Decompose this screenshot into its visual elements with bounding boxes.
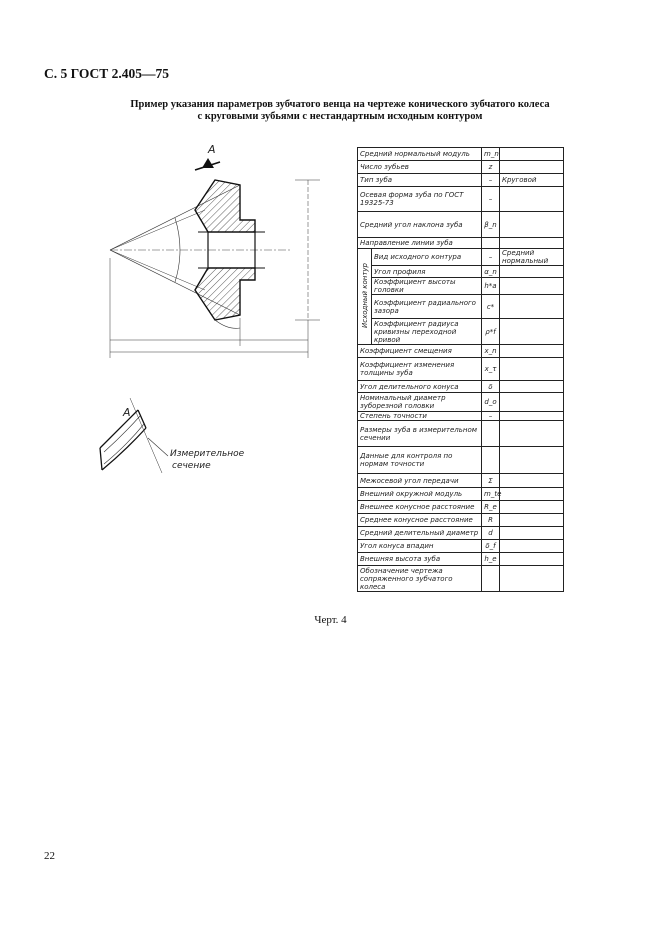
table-row bbox=[358, 412, 564, 421]
param-symbol: R bbox=[482, 514, 500, 527]
table-row bbox=[358, 540, 564, 553]
param-label: Коэффициент высоты головки bbox=[372, 278, 482, 295]
table-row bbox=[358, 161, 564, 174]
param-symbol: Σ bbox=[482, 474, 500, 488]
param-value bbox=[500, 566, 564, 592]
param-symbol: – bbox=[482, 187, 500, 212]
param-value bbox=[500, 187, 564, 212]
param-label: Средний угол наклона зуба bbox=[358, 212, 482, 238]
param-symbol: h_e bbox=[482, 553, 500, 566]
table-row bbox=[358, 501, 564, 514]
param-label: Осевая форма зуба по ГОСТ 19325-73 bbox=[358, 187, 482, 212]
table-row bbox=[358, 488, 564, 501]
param-value bbox=[500, 358, 564, 381]
param-value bbox=[500, 474, 564, 488]
param-symbol: m_n bbox=[482, 148, 500, 161]
param-symbol: x_τ bbox=[482, 358, 500, 381]
param-value bbox=[500, 447, 564, 474]
param-symbol: δ bbox=[482, 381, 500, 393]
figure-title-line-2: с круговыми зубьями с нестандартным исходным контуром bbox=[197, 111, 483, 122]
param-symbol: β_n bbox=[482, 212, 500, 238]
param-symbol: – bbox=[482, 412, 500, 421]
param-symbol: d bbox=[482, 527, 500, 540]
param-value bbox=[500, 278, 564, 295]
param-label: Коэффициент смещения bbox=[358, 345, 482, 358]
param-symbol: R_e bbox=[482, 501, 500, 514]
group-label-cell bbox=[358, 249, 372, 345]
table-row bbox=[358, 345, 564, 358]
table-row bbox=[358, 421, 564, 447]
param-label: Угол конуса впадин bbox=[358, 540, 482, 553]
param-value bbox=[500, 161, 564, 174]
table-row bbox=[358, 566, 564, 592]
table-row bbox=[358, 553, 564, 566]
param-label: Направление линии зуба bbox=[358, 238, 482, 249]
view-a-drawing bbox=[90, 398, 240, 488]
param-label: Внешний окружной модуль bbox=[358, 488, 482, 501]
param-label: Размеры зуба в измерительном сечении bbox=[358, 421, 482, 447]
param-value bbox=[500, 393, 564, 412]
table-row bbox=[358, 295, 564, 319]
view-label-a: А bbox=[123, 406, 131, 419]
table-row bbox=[358, 319, 564, 345]
table-row bbox=[358, 187, 564, 212]
table-row bbox=[358, 266, 564, 278]
table-row bbox=[358, 148, 564, 161]
param-symbol bbox=[482, 566, 500, 592]
table-row bbox=[358, 393, 564, 412]
table-row bbox=[358, 238, 564, 249]
param-value bbox=[500, 319, 564, 345]
table-row bbox=[358, 358, 564, 381]
param-symbol: m_te bbox=[482, 488, 500, 501]
param-value: Средний нормальный bbox=[500, 249, 564, 266]
param-label: Межосевой угол передачи bbox=[358, 474, 482, 488]
param-value bbox=[500, 295, 564, 319]
param-value bbox=[500, 238, 564, 249]
param-label: Среднее конусное расстояние bbox=[358, 514, 482, 527]
param-value bbox=[500, 412, 564, 421]
param-symbol: δ_f bbox=[482, 540, 500, 553]
param-label: Степень точности bbox=[358, 412, 482, 421]
param-symbol: z bbox=[482, 161, 500, 174]
table-row bbox=[358, 174, 564, 187]
param-label: Номинальный диаметр зуборезной головки bbox=[358, 393, 482, 412]
param-label: Средний делительный диаметр bbox=[358, 527, 482, 540]
param-label: Данные для контроля по нормам точности bbox=[358, 447, 482, 474]
param-value bbox=[500, 488, 564, 501]
param-symbol: ρ*f bbox=[482, 319, 500, 345]
param-label: Коэффициент изменения толщины зуба bbox=[358, 358, 482, 381]
param-symbol: α_n bbox=[482, 266, 500, 278]
table-row bbox=[358, 381, 564, 393]
param-value bbox=[500, 148, 564, 161]
param-symbol: c* bbox=[482, 295, 500, 319]
param-value bbox=[500, 553, 564, 566]
param-symbol: – bbox=[482, 174, 500, 187]
param-value: Круговой bbox=[500, 174, 564, 187]
param-value bbox=[500, 212, 564, 238]
param-symbol: d_o bbox=[482, 393, 500, 412]
param-value bbox=[500, 514, 564, 527]
measurement-label-line-2: сечение bbox=[172, 461, 211, 471]
param-symbol: h*a bbox=[482, 278, 500, 295]
param-symbol bbox=[482, 447, 500, 474]
group-label: Исходный контур bbox=[360, 263, 369, 328]
param-label: Вид исходного контура bbox=[372, 249, 482, 266]
page-header: С. 5 ГОСТ 2.405—75 bbox=[44, 66, 170, 81]
table-row bbox=[358, 447, 564, 474]
section-label-a: А bbox=[208, 143, 216, 156]
table-row bbox=[358, 249, 564, 266]
param-label: Тип зуба bbox=[358, 174, 482, 187]
param-label: Коэффициент радиального зазора bbox=[372, 295, 482, 319]
param-value bbox=[500, 381, 564, 393]
param-symbol bbox=[482, 238, 500, 249]
param-label: Коэффициент радиуса кривизны переходной кривой bbox=[372, 319, 482, 345]
param-label: Угол делительного конуса bbox=[358, 381, 482, 393]
bevel-gear-drawing bbox=[90, 140, 330, 380]
param-label: Средний нормальный модуль bbox=[358, 148, 482, 161]
table-row bbox=[358, 514, 564, 527]
param-value bbox=[500, 421, 564, 447]
param-value bbox=[500, 501, 564, 514]
param-value bbox=[500, 345, 564, 358]
table-row bbox=[358, 474, 564, 488]
page-number: 22 bbox=[44, 850, 55, 862]
figure-caption: Черт. 4 bbox=[314, 614, 347, 626]
param-value bbox=[500, 266, 564, 278]
table-row bbox=[358, 212, 564, 238]
param-symbol: x_n bbox=[482, 345, 500, 358]
param-symbol bbox=[482, 421, 500, 447]
param-label: Внешняя высота зуба bbox=[358, 553, 482, 566]
table-row bbox=[358, 527, 564, 540]
table-row bbox=[358, 278, 564, 295]
param-value bbox=[500, 527, 564, 540]
param-label: Угол профиля bbox=[372, 266, 482, 278]
param-value bbox=[500, 540, 564, 553]
figure-title-line-1: Пример указания параметров зубчатого венца на чертеже конического зубчатого колеса bbox=[130, 99, 550, 110]
param-symbol: – bbox=[482, 249, 500, 266]
param-label: Обозначение чертежа сопряженного зубчатого колеса bbox=[358, 566, 482, 592]
param-label: Внешнее конусное расстояние bbox=[358, 501, 482, 514]
param-label: Число зубьев bbox=[358, 161, 482, 174]
measurement-label-line-1: Измерительное bbox=[170, 449, 245, 459]
gear-parameters-table bbox=[357, 147, 564, 592]
